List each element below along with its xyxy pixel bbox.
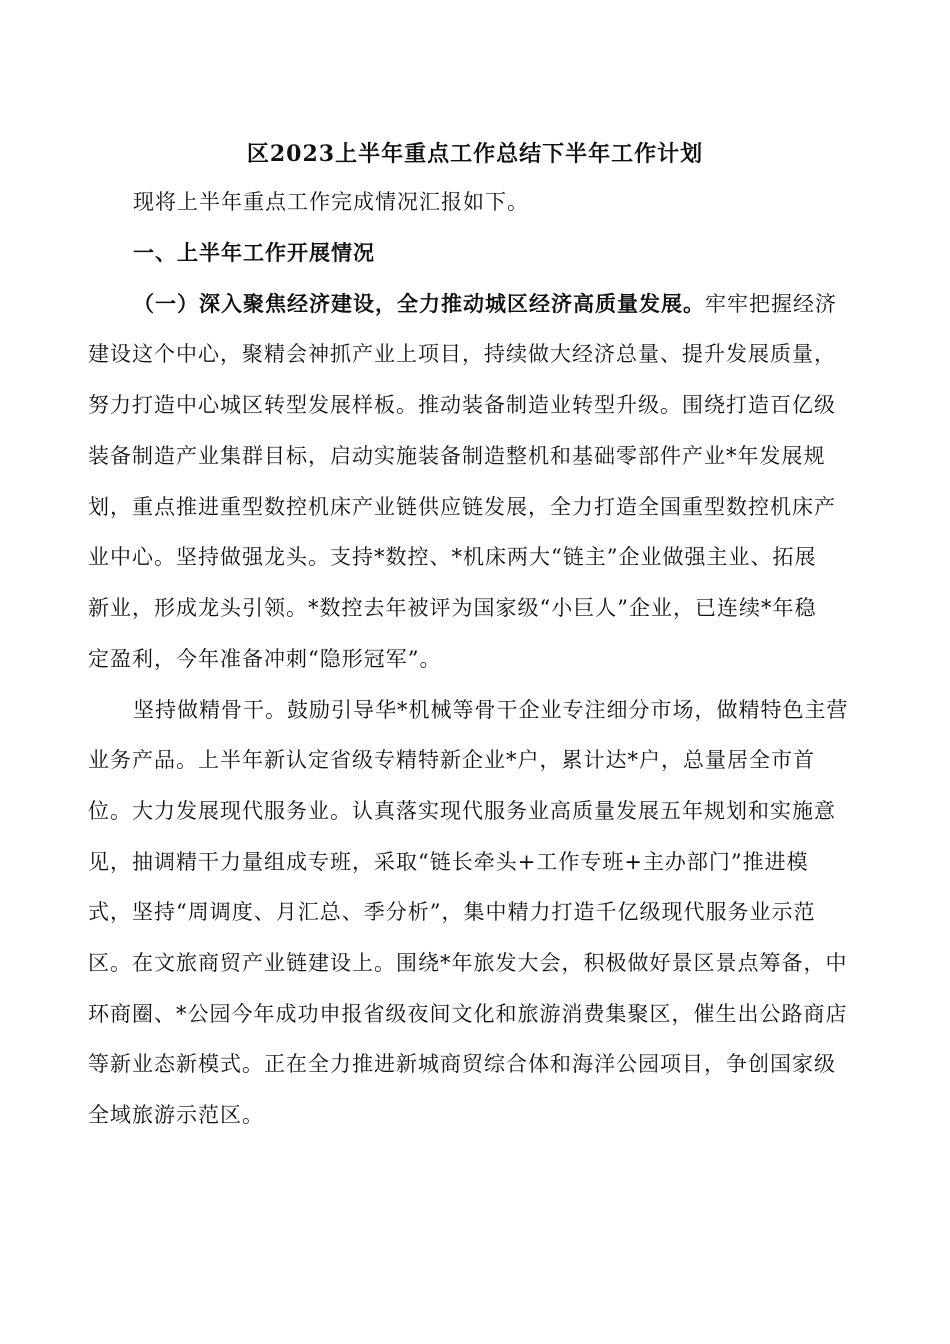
paragraph-2-line-4: 见，抽调精干力量组成专班，采取“链长牵头+工作专班+主办部门”推进模: [88, 850, 809, 874]
document-title: 区2023上半年重点工作总结下半年工作计划: [246, 141, 704, 167]
paragraph-1-line-3: 努力打造中心城区转型发展样板。推动装备制造业转型升级。围绕打造百亿级: [88, 393, 836, 417]
paragraph-1-line-2: 建设这个中心，聚精会神抓产业上项目，持续做大经济总量、提升发展质量，: [88, 342, 836, 366]
paragraph-2-line-7: 环商圈、*公园今年成功申报省级夜间文化和旅游消费集聚区，催生出公路商店: [88, 1002, 848, 1026]
section-heading: 一、上半年工作开展情况: [133, 240, 375, 265]
paragraph-1-line-8: 定盈利，今年准备冲刺“隐形冠军”。: [88, 647, 442, 671]
paragraph-1-line-5: 划，重点推进重型数控机床产业链供应链发展，全力打造全国重型数控机床产: [88, 495, 836, 519]
paragraph-2-line-8: 等新业态新模式。正在全力推进新城商贸综合体和海洋公园项目，争创国家级: [88, 1052, 836, 1076]
paragraph-2-line-1: 坚持做精骨干。鼓励引导华*机械等骨干企业专注细分市场，做精特色主营: [133, 698, 849, 722]
intro-paragraph: 现将上半年重点工作完成情况汇报如下。: [133, 190, 529, 214]
paragraph-2-line-6: 区。在文旅商贸产业链建设上。围绕*年旅发大会，积极做好景区景点筹备，中: [88, 951, 848, 975]
paragraph-1-line-4: 装备制造产业集群目标，启动实施装备制造整机和基础零部件产业*年发展规: [88, 444, 826, 468]
paragraph-2-line-5: 式，坚持“周调度、月汇总、季分析”，集中精力打造千亿级现代服务业示范: [88, 900, 816, 924]
paragraph-1-line-7: 新业，形成龙头引领。*数控去年被评为国家级“小巨人”企业，已连续*年稳: [88, 596, 817, 620]
paragraph-2-line-9: 全域旅游示范区。: [88, 1103, 264, 1127]
paragraph-1-text: 牢牢把握经济: [705, 292, 837, 316]
paragraph-2-line-3: 位。大力发展现代服务业。认真落实现代服务业高质量发展五年规划和实施意: [88, 799, 836, 823]
paragraph-1-line-6: 业中心。坚持做强龙头。支持*数控、*机床两大“链主”企业做强主业、拓展: [88, 545, 817, 569]
paragraph-2-line-2: 业务产品。上半年新认定省级专精特新企业*户，累计达*户，总量居全市首: [88, 748, 815, 772]
subsection-heading: （一）深入聚焦经济建设，全力推动城区经济高质量发展。: [133, 291, 705, 316]
paragraph-1-line-1: [133, 290, 837, 318]
